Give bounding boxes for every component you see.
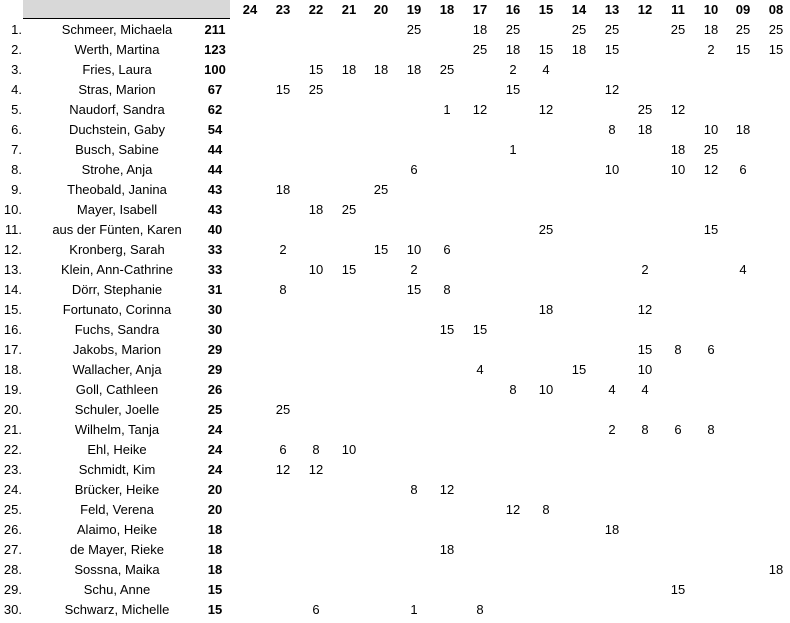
name-cell: Schmeer, Michaela (61, 22, 173, 37)
name-cell: Strohe, Anja (81, 162, 153, 177)
score-cell: 12 (637, 302, 653, 317)
score-cell: 12 (275, 462, 291, 477)
name-cell: Werth, Martina (74, 42, 160, 57)
score-cell: 1 (509, 142, 517, 157)
column-header: 08 (768, 2, 784, 17)
points-cell: 40 (207, 222, 223, 237)
score-cell: 18 (637, 122, 653, 137)
score-cell: 18 (406, 62, 422, 77)
points-cell: 43 (207, 202, 223, 217)
column-header: 21 (341, 2, 357, 17)
rank-cell: 29. (3, 582, 22, 597)
score-cell: 2 (608, 422, 616, 437)
points-cell: 15 (207, 602, 223, 617)
score-cell: 10 (604, 162, 620, 177)
score-cell: 2 (641, 262, 649, 277)
points-cell: 20 (207, 482, 223, 497)
points-cell: 26 (207, 382, 223, 397)
rank-cell: 2. (11, 42, 22, 57)
score-cell: 2 (279, 242, 287, 257)
score-cell: 18 (768, 562, 784, 577)
rank-cell: 9. (11, 182, 22, 197)
points-cell: 30 (207, 322, 223, 337)
score-cell: 15 (604, 42, 620, 57)
rank-cell: 13. (3, 262, 22, 277)
points-cell: 62 (207, 102, 223, 117)
score-cell: 25 (768, 22, 784, 37)
points-cell: 67 (207, 82, 223, 97)
score-cell: 6 (707, 342, 715, 357)
points-cell: 30 (207, 302, 223, 317)
rank-cell: 21. (3, 422, 22, 437)
score-cell: 4 (542, 62, 550, 77)
points-cell: 25 (207, 402, 223, 417)
score-cell: 6 (443, 242, 451, 257)
score-cell: 12 (703, 162, 719, 177)
score-cell: 10 (703, 122, 719, 137)
name-cell: Kronberg, Sarah (69, 242, 165, 257)
points-cell: 29 (207, 342, 223, 357)
score-cell: 10 (637, 362, 653, 377)
points-cell: 20 (207, 502, 223, 517)
score-cell: 25 (472, 42, 488, 57)
score-cell: 10 (341, 442, 357, 457)
column-header: 24 (242, 2, 258, 17)
points-cell: 100 (204, 62, 226, 77)
name-cell: Fries, Laura (82, 62, 152, 77)
name-cell: Naudorf, Sandra (69, 102, 165, 117)
name-cell: Sossna, Maika (74, 562, 160, 577)
score-cell: 10 (406, 242, 422, 257)
points-cell: 29 (207, 362, 223, 377)
rank-cell: 1. (11, 22, 22, 37)
points-cell: 31 (207, 282, 223, 297)
name-cell: Fuchs, Sandra (74, 322, 160, 337)
rank-cell: 20. (3, 402, 22, 417)
score-cell: 25 (571, 22, 587, 37)
score-cell: 15 (571, 362, 587, 377)
score-cell: 18 (341, 62, 357, 77)
score-cell: 15 (439, 322, 455, 337)
score-cell: 15 (505, 82, 521, 97)
score-cell: 25 (637, 102, 653, 117)
rank-cell: 17. (3, 342, 22, 357)
column-header: 17 (472, 2, 488, 17)
header-underline (23, 18, 230, 19)
rank-cell: 10. (3, 202, 22, 217)
name-cell: Schuler, Joelle (74, 402, 160, 417)
score-cell: 1 (410, 602, 418, 617)
points-cell: 24 (207, 462, 223, 477)
name-cell: Klein, Ann-Cathrine (60, 262, 173, 277)
rank-cell: 12. (3, 242, 22, 257)
name-cell: Schmidt, Kim (78, 462, 156, 477)
rank-cell: 26. (3, 522, 22, 537)
score-cell: 12 (439, 482, 455, 497)
points-cell: 18 (207, 522, 223, 537)
name-cell: aus der Fünten, Karen (52, 222, 182, 237)
column-header: 14 (571, 2, 587, 17)
column-header: 11 (671, 2, 685, 17)
score-cell: 25 (308, 82, 324, 97)
column-header: 16 (505, 2, 521, 17)
score-cell: 8 (674, 342, 682, 357)
name-cell: Wallacher, Anja (72, 362, 162, 377)
score-cell: 12 (505, 502, 521, 517)
rank-cell: 8. (11, 162, 22, 177)
column-header: 12 (637, 2, 653, 17)
name-cell: Dörr, Stephanie (71, 282, 163, 297)
points-cell: 211 (204, 22, 226, 37)
score-cell: 10 (308, 262, 324, 277)
name-cell: Feld, Verena (80, 502, 154, 517)
score-cell: 15 (538, 42, 554, 57)
rank-cell: 18. (3, 362, 22, 377)
score-cell: 12 (308, 462, 324, 477)
score-cell: 18 (373, 62, 389, 77)
rank-cell: 19. (3, 382, 22, 397)
points-cell: 54 (207, 122, 223, 137)
name-cell: Mayer, Isabell (76, 202, 158, 217)
column-header: 15 (538, 2, 554, 17)
rank-cell: 3. (11, 62, 22, 77)
score-cell: 25 (341, 202, 357, 217)
points-cell: 43 (207, 182, 223, 197)
score-cell: 15 (637, 342, 653, 357)
points-cell: 33 (207, 242, 223, 257)
score-cell: 25 (670, 22, 686, 37)
name-cell: Brücker, Heike (74, 482, 160, 497)
name-cell: Duchstein, Gaby (68, 122, 166, 137)
points-cell: 24 (207, 442, 223, 457)
score-cell: 15 (341, 262, 357, 277)
score-cell: 8 (410, 482, 418, 497)
column-header: 19 (406, 2, 422, 17)
points-cell: 24 (207, 422, 223, 437)
score-cell: 15 (768, 42, 784, 57)
column-header: 23 (275, 2, 291, 17)
rank-cell: 25. (3, 502, 22, 517)
score-cell: 25 (373, 182, 389, 197)
column-header: 10 (703, 2, 719, 17)
score-cell: 18 (538, 302, 554, 317)
score-cell: 25 (275, 402, 291, 417)
name-cell: Schwarz, Michelle (64, 602, 170, 617)
score-cell: 15 (670, 582, 686, 597)
score-cell: 15 (406, 282, 422, 297)
score-cell: 8 (312, 442, 320, 457)
score-cell: 12 (670, 102, 686, 117)
score-cell: 8 (707, 422, 715, 437)
score-cell: 8 (476, 602, 484, 617)
score-cell: 25 (439, 62, 455, 77)
rank-cell: 28. (3, 562, 22, 577)
rank-cell: 6. (11, 122, 22, 137)
name-cell: Alaimo, Heike (76, 522, 158, 537)
score-cell: 4 (739, 262, 747, 277)
score-cell: 25 (703, 142, 719, 157)
score-cell: 6 (279, 442, 287, 457)
score-cell: 4 (641, 382, 649, 397)
rank-cell: 24. (3, 482, 22, 497)
points-cell: 33 (207, 262, 223, 277)
score-cell: 10 (538, 382, 554, 397)
score-cell: 6 (312, 602, 320, 617)
column-header: 22 (308, 2, 324, 17)
score-cell: 8 (641, 422, 649, 437)
score-cell: 15 (308, 62, 324, 77)
score-cell: 8 (443, 282, 451, 297)
name-cell: Wilhelm, Tanja (74, 422, 160, 437)
score-cell: 15 (735, 42, 751, 57)
score-cell: 25 (604, 22, 620, 37)
rank-cell: 14. (3, 282, 22, 297)
header-shaded-cell (23, 0, 230, 19)
score-cell: 18 (703, 22, 719, 37)
score-cell: 25 (538, 222, 554, 237)
score-cell: 25 (406, 22, 422, 37)
rank-cell: 15. (3, 302, 22, 317)
score-cell: 25 (505, 22, 521, 37)
score-cell: 1 (443, 102, 451, 117)
rank-cell: 4. (11, 82, 22, 97)
rank-cell: 30. (3, 602, 22, 617)
column-header: 20 (373, 2, 389, 17)
name-cell: Stras, Marion (78, 82, 156, 97)
score-cell: 6 (410, 162, 418, 177)
column-header: 18 (439, 2, 455, 17)
score-cell: 6 (674, 422, 682, 437)
points-cell: 44 (207, 162, 223, 177)
score-cell: 15 (703, 222, 719, 237)
column-header: 09 (735, 2, 751, 17)
score-cell: 18 (505, 42, 521, 57)
name-cell: Schu, Anne (83, 582, 151, 597)
score-cell: 12 (472, 102, 488, 117)
name-cell: Busch, Sabine (75, 142, 159, 157)
score-cell: 18 (275, 182, 291, 197)
score-cell: 4 (476, 362, 484, 377)
score-cell: 8 (279, 282, 287, 297)
score-cell: 4 (608, 382, 616, 397)
points-cell: 123 (204, 42, 226, 57)
score-cell: 12 (604, 82, 620, 97)
score-cell: 18 (472, 22, 488, 37)
score-cell: 15 (373, 242, 389, 257)
name-cell: Ehl, Heike (87, 442, 147, 457)
score-cell: 18 (735, 122, 751, 137)
score-cell: 18 (571, 42, 587, 57)
score-cell: 15 (275, 82, 291, 97)
score-cell: 6 (739, 162, 747, 177)
score-cell: 10 (670, 162, 686, 177)
name-cell: Fortunato, Corinna (62, 302, 172, 317)
score-cell: 8 (542, 502, 550, 517)
score-cell: 15 (472, 322, 488, 337)
rank-cell: 16. (3, 322, 22, 337)
score-cell: 12 (538, 102, 554, 117)
rank-cell: 22. (3, 442, 22, 457)
score-cell: 18 (308, 202, 324, 217)
name-cell: Goll, Cathleen (75, 382, 159, 397)
score-cell: 18 (439, 542, 455, 557)
rank-cell: 11. (4, 222, 22, 237)
points-cell: 15 (207, 582, 223, 597)
score-cell: 2 (410, 262, 418, 277)
points-cell: 44 (207, 142, 223, 157)
score-cell: 8 (509, 382, 517, 397)
rank-cell: 7. (11, 142, 22, 157)
name-cell: Jakobs, Marion (72, 342, 162, 357)
points-cell: 18 (207, 542, 223, 557)
score-cell: 25 (735, 22, 751, 37)
score-cell: 8 (608, 122, 616, 137)
score-cell: 2 (707, 42, 715, 57)
name-cell: Theobald, Janina (67, 182, 167, 197)
column-header: 13 (604, 2, 620, 17)
points-cell: 18 (207, 562, 223, 577)
rank-cell: 5. (11, 102, 22, 117)
name-cell: de Mayer, Rieke (70, 542, 164, 557)
score-cell: 2 (509, 62, 517, 77)
score-cell: 18 (604, 522, 620, 537)
rank-cell: 27. (3, 542, 22, 557)
score-cell: 18 (670, 142, 686, 157)
rank-cell: 23. (3, 462, 22, 477)
